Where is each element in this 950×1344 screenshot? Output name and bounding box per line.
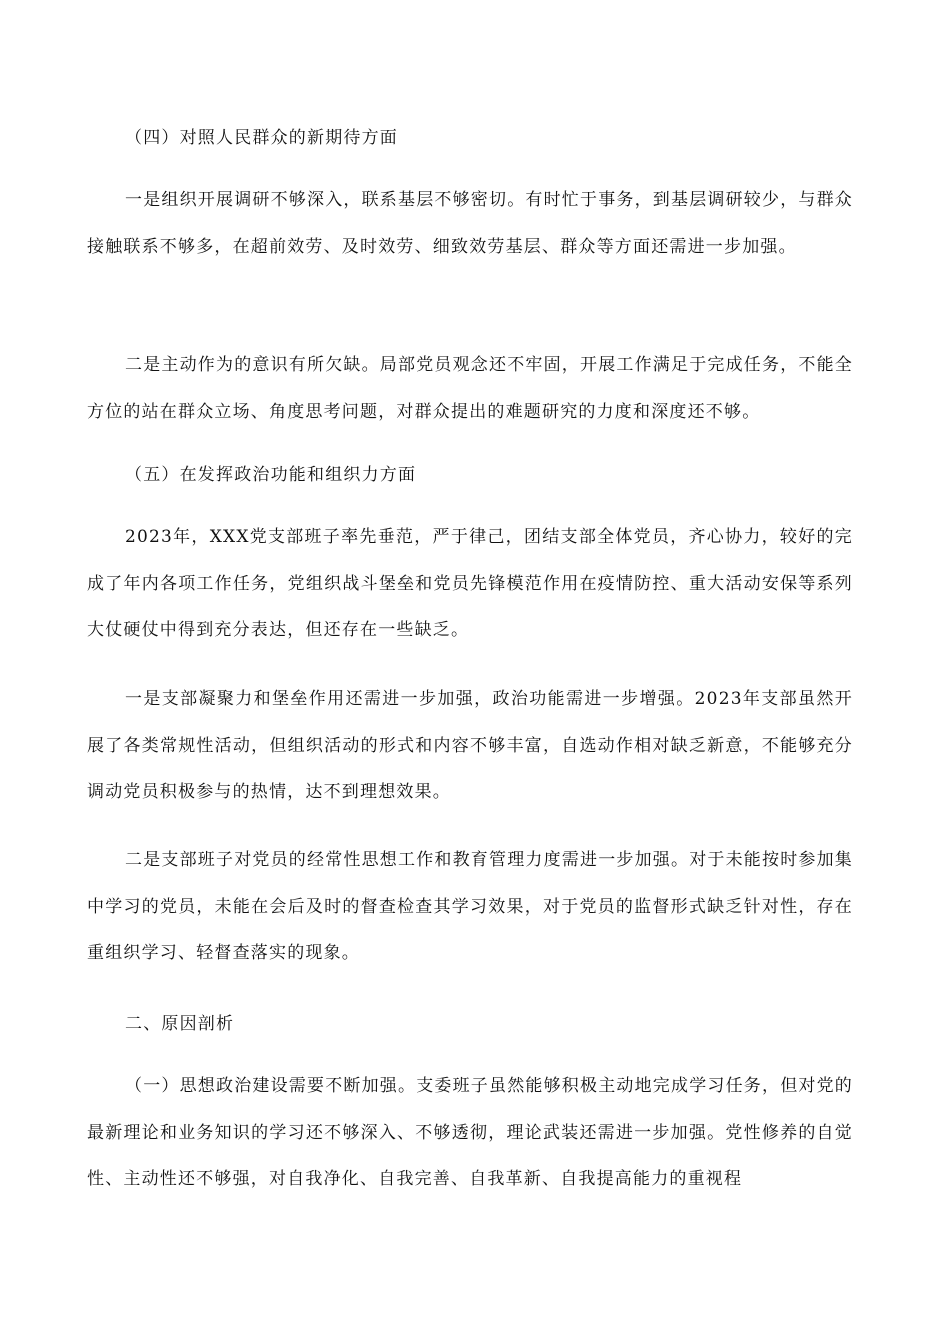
paragraph-initiative: 二是主动作为的意识有所欠缺。局部党员观念还不牢固，开展工作满足于完成任务，不能全方位的站在群众立场、角度思考问题，对群众提出的难题研究的力度和深度还不够。 [87, 355, 853, 422]
paragraph-ideology: （一）思想政治建设需要不断加强。支委班子虽然能够积极主动地完成学习任务，但对党的最新理论和业务知识的学习还不够深入、不够透彻，理论武装还需进一步加强。党性修养的自觉性、主动性还不够强，对自我净化、自我完善、自我革新、自我提高能力的重视程 [87, 1076, 853, 1189]
paragraph-branch-summary: 2023年，XXX党支部班子率先垂范，严于律己，团结支部全体党员，齐心协力，较好的完成了年内各项工作任务，党组织战斗堡垒和党员先锋模范作用在疫情防控、重大活动安保等系列大仗硬仗中得到充分表达，但还存在一些缺乏。 [87, 527, 853, 640]
section-heading-5: （五）在发挥政治功能和组织力方面 [125, 465, 417, 485]
paragraph-cohesion: 一是支部凝聚力和堡垒作用还需进一步加强，政治功能需进一步增强。2023年支部虽然开展了各类常规性活动，但组织活动的形式和内容不够丰富，自选动作相对缺乏新意，不能够充分调动党员积极参与的热情，达不到理想效果。 [87, 689, 853, 802]
section-heading-4: （四）对照人民群众的新期待方面 [125, 128, 398, 148]
paragraph-education: 二是支部班子对党员的经常性思想工作和教育管理力度需进一步加强。对于未能按时参加集中学习的党员，未能在会后及时的督查检查其学习效果，对于党员的监督形式缺乏针对性，存在重组织学习、轻督查落实的现象。 [87, 850, 853, 963]
section-heading-causes: 二、原因剖析 [125, 1014, 235, 1034]
paragraph-research: 一是组织开展调研不够深入，联系基层不够密切。有时忙于事务，到基层调研较少，与群众接触联系不够多，在超前效劳、及时效劳、细致效劳基层、群众等方面还需进一步加强。 [87, 190, 853, 257]
